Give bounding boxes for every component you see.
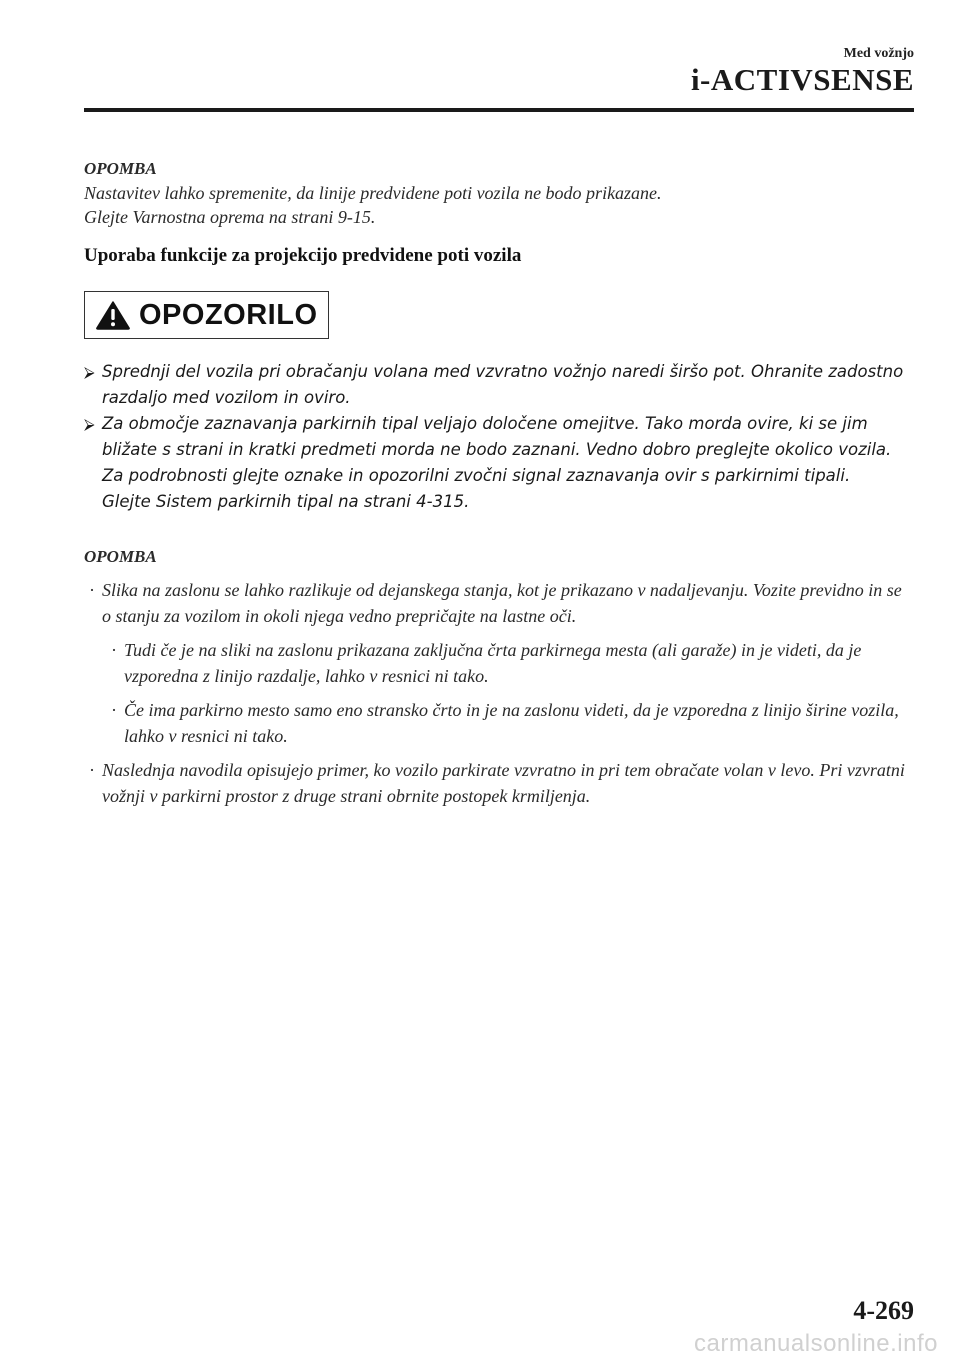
page-number: 4-269 bbox=[853, 1296, 914, 1325]
warning-triangle-icon bbox=[95, 300, 131, 330]
arrow-bullet-icon: ⮚ bbox=[84, 415, 95, 433]
warning-item-text: Sprednji del vozila pri obračanju volana med vzvratno vožnjo naredi širšo pot. Ohranite zadostno razdaljo med vozilom in oviro. bbox=[102, 362, 904, 407]
dot-bullet-icon: · bbox=[111, 700, 117, 720]
header-title: i-ACTIVSENSE bbox=[690, 62, 914, 97]
dot-bullet-icon: · bbox=[111, 640, 117, 660]
list-item-text: Če ima parkirno mesto samo eno stransko črto in je na zaslonu videti, da je vzporedna z linijo širine vozila, lahko v resnici ni tako. bbox=[124, 700, 899, 746]
note-2-label: OPOMBA bbox=[84, 547, 157, 566]
warning-item-text: Glejte Sistem parkirnih tipal na strani 4-315. bbox=[102, 492, 470, 511]
note-1-label: OPOMBA bbox=[84, 159, 157, 178]
page-content bbox=[84, 157, 914, 809]
list-item bbox=[106, 637, 914, 689]
note-1-line: Nastavitev lahko spremenite, da linije predvidene poti vozila ne bodo prikazane. bbox=[84, 183, 662, 203]
header-section: Med vožnjo bbox=[843, 46, 914, 61]
warning-list bbox=[84, 359, 914, 515]
warning-item bbox=[84, 359, 914, 411]
dot-bullet-icon: · bbox=[89, 760, 95, 780]
list-item-text: Tudi če je na sliki na zaslonu prikazana zaključna črta parkirnega mesta (ali garaže) in je videti, da je vzporedna z linijo razdalje, lahko v resnici ni tako. bbox=[124, 640, 862, 686]
section-heading: Uporaba funkcije za projekcijo predvidene poti vozila bbox=[84, 245, 522, 266]
arrow-bullet-icon: ⮚ bbox=[84, 363, 95, 381]
note-2 bbox=[84, 545, 914, 809]
warning-item bbox=[84, 411, 914, 515]
list-item bbox=[84, 577, 914, 629]
list-item-text: Slika na zaslonu se lahko razlikuje od dejanskega stanja, kot je prikazano v nadaljevanju. Vozite previdno in se o stanju za vozilom in okoli njega vedno prepričajte na lastne oči. bbox=[102, 580, 902, 626]
watermark: carmanualsonline.info bbox=[694, 1330, 938, 1357]
header-rule bbox=[84, 108, 914, 112]
warning-box bbox=[84, 291, 329, 339]
warning-item-text: Za podrobnosti glejte oznake in opozorilni zvočni signal zaznavanja ovir s parkirnimi tipali. bbox=[102, 466, 851, 485]
note-1 bbox=[84, 157, 914, 229]
warning-item-text: Za območje zaznavanja parkirnih tipal veljajo določene omejitve. Tako morda ovire, ki se jim bližate s strani in kratki predmeti morda ne bodo zaznani. Vedno dobro preglejte okolico vozila. bbox=[102, 414, 892, 459]
note-2-list bbox=[84, 577, 914, 809]
dot-bullet-icon: · bbox=[89, 580, 95, 600]
list-item bbox=[84, 757, 914, 809]
warning-label: OPOZORILO bbox=[139, 298, 318, 331]
note-1-line: Glejte Varnostna oprema na strani 9-15. bbox=[84, 207, 376, 227]
list-item-text: Naslednja navodila opisujejo primer, ko vozilo parkirate vzvratno in pri tem obračate volan v levo. Pri vzvratni vožnji v parkirni prostor z druge strani obrnite postopek krmiljenja. bbox=[102, 760, 905, 806]
list-item bbox=[106, 697, 914, 749]
